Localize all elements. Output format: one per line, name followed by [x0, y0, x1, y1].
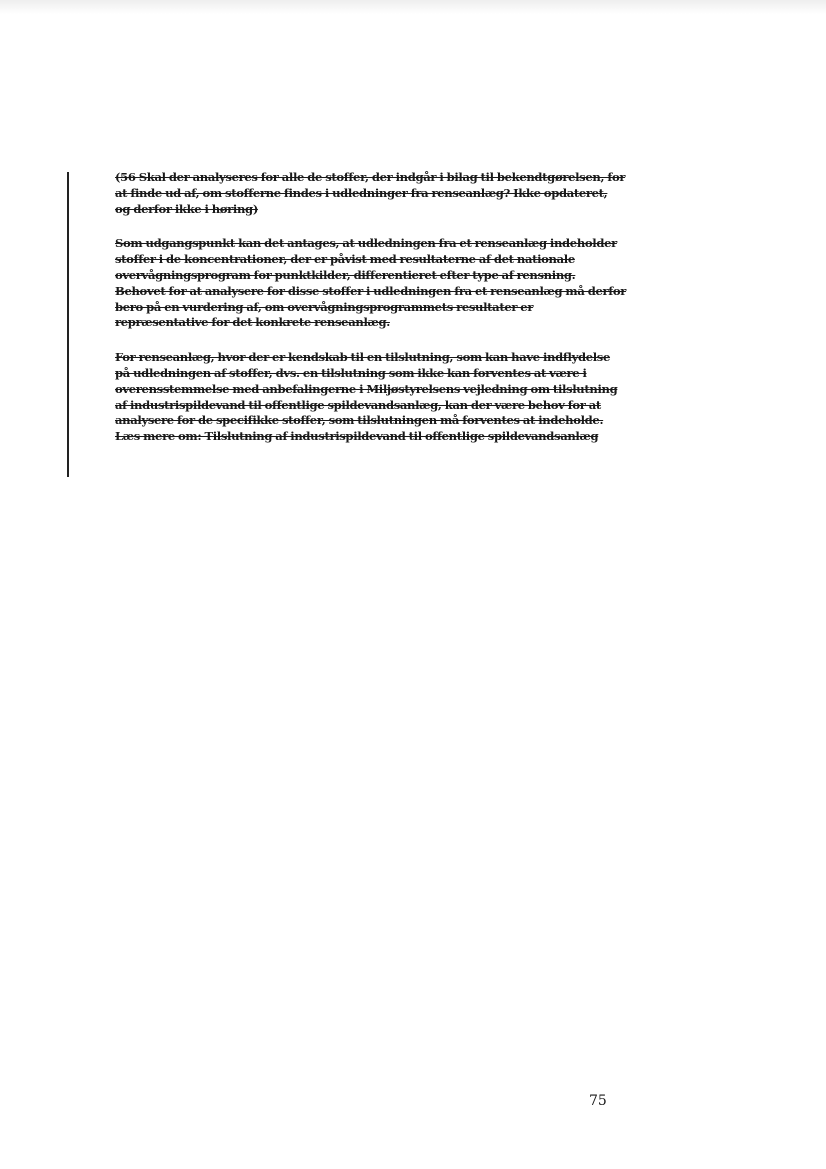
text-line: på udledningen af stoffer, dvs. en tilslutning som ikke kan forventes at være i [115, 365, 587, 380]
revision-change-bar [67, 172, 69, 477]
text-line: bero på en vurdering af, om overvågningsprogrammets resultater er [115, 299, 534, 314]
page-number: 75 [589, 1093, 607, 1109]
text-line: repræsentative for det konkrete renseanlæg. [115, 315, 390, 330]
text-line: For renseanlæg, hvor der er kendskab til en tilslutning, som kan have indflydelse [115, 350, 611, 365]
read-more-link[interactable]: Læs mere om: Tilslutning af industrispildevand til offentlige spildevandsanlæg [115, 429, 599, 444]
text-line: Som udgangspunkt kan det antages, at udledningen fra et renseanlæg indeholder [115, 236, 617, 251]
text-line: og derfor ikke i høring) [115, 201, 258, 216]
text-line: Behovet for at analysere for disse stoffer i udledningen fra et renseanlæg må derfor [115, 283, 627, 298]
text-line: stoffer i de koncentrationer, der er påvist med resultaterne af det nationale [115, 252, 575, 267]
text-line: overensstemmelse med anbefalingerne i Miljøstyrelsens vejledning om tilslutning [115, 381, 618, 396]
paragraph-industrial-connection [115, 350, 618, 445]
text-line: (56 Skal der analyseres for alle de stoffer, der indgår i bilag til bekendtgørelsen, for [115, 170, 626, 184]
document-body [115, 170, 627, 464]
text-line: af industrispildevand til offentlige spildevandsanlæg, kan der være behov for at [115, 397, 601, 412]
scan-edge [0, 0, 826, 14]
paragraph-question-note [115, 170, 626, 217]
text-line: analysere for de specifikke stoffer, som tilslutningen må forventes at indeholde. [115, 413, 604, 428]
paragraph-starting-point [115, 236, 627, 331]
text-line: at finde ud af, om stofferne findes i udledninger fra renseanlæg? Ikke opdateret, [115, 185, 608, 200]
text-line: overvågningsprogram for punktkilder, differentieret efter type af rensning. [115, 267, 576, 282]
